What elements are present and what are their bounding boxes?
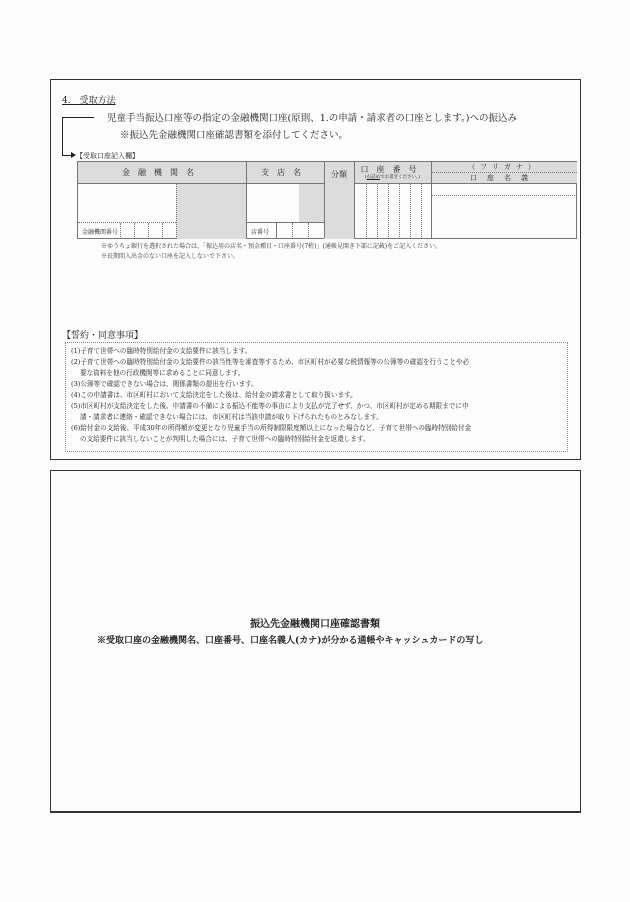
branch-code-digit-3[interactable] xyxy=(309,223,324,239)
table-label: 【受取口座記入欄】 xyxy=(76,152,139,160)
header-account-number xyxy=(354,162,431,184)
header-branch-name: 支店名 xyxy=(246,162,324,184)
furigana-input[interactable] xyxy=(432,184,577,195)
agreement-title: 【誓約・同意事項】 xyxy=(62,331,144,341)
transfer-option-text: 児童手当振込口座等の指定の金融機関口座(原則、1.の申請・請求者の口座とします。)への振込み xyxy=(107,113,517,124)
agreement-item-4: (4)この申請書は、市区町村において支給決定をした後は、給付金の請求書として取り扱います。 xyxy=(71,391,357,399)
agreement-item-1: (1)子育て世帯への臨時特別給付金の支給要件に該当します。 xyxy=(71,347,252,355)
header-furigana: （フリガナ） xyxy=(431,162,577,173)
attachment-title: 振込先金融機関口座確認書類 xyxy=(250,619,380,630)
bank-code-digit-2[interactable] xyxy=(135,223,148,239)
agreement-box xyxy=(65,342,568,452)
branch-code-digit-1[interactable] xyxy=(277,223,292,239)
right-align-note-emphasis: 右詰め xyxy=(366,175,381,180)
branch-code-row xyxy=(247,223,324,239)
attachment-description: ※受取口座の金融機関名、口座番号、口座名義人(カナ)が分かる通帳やキャッシュカードの写し xyxy=(97,636,484,646)
agreement-item-5: (5)市区町村が支給決定をした後、申請書の不備による振込不能等の事由により支払が完了せず、かつ、市区町村が定める期限までに申 請・請求者に連絡・確認できない場合には、市区町村は当該申請が取り下げられたものとみなします。 xyxy=(71,402,469,421)
header-account-holder: 口座名義 xyxy=(431,173,577,184)
bank-type-area xyxy=(176,184,246,239)
bank-code-row xyxy=(78,223,176,239)
attach-note: ※振込先金融機関口座確認書類を添付してください。 xyxy=(120,130,349,141)
header-account-number-label: 口座番号 xyxy=(360,165,425,174)
account-number-input[interactable] xyxy=(355,184,431,239)
branch-type-area xyxy=(299,184,324,222)
bank-code-digit-4[interactable] xyxy=(163,223,176,239)
bank-code-digit-1[interactable] xyxy=(121,223,134,239)
branch-code-label: 店番号 xyxy=(251,229,270,236)
agreement-item-2: (2)子育て世帯への臨時特別給付金の支給要件の該当性等を審査等するため、市区町村が必要な税情報等の公簿等の確認を行うことや必 要な資料を他の行政機関等に求めることに同意します。 xyxy=(71,358,470,377)
account-holder-input[interactable] xyxy=(432,196,577,239)
header-category: 分類 xyxy=(324,162,354,239)
dormant-account-note: ※長期間入出金のない口座を記入しないで下さい。 xyxy=(101,253,240,260)
bank-name-input[interactable] xyxy=(78,184,176,222)
bracket-connector-top xyxy=(76,117,94,118)
right-align-note-rest: でお書きください。 xyxy=(380,175,419,180)
section-title: 4. 受取方法 xyxy=(62,96,116,106)
right-align-note: (右詰めでお書きください。) xyxy=(364,175,421,180)
bracket-connector xyxy=(62,117,77,156)
account-entry-table xyxy=(77,161,577,239)
agreement-item-3: (3)公簿等で確認できない場合は、関係書類の提出を行います。 xyxy=(71,380,258,388)
header-bank-name: 金融機関名 xyxy=(78,162,246,184)
branch-code-digit-2[interactable] xyxy=(293,223,308,239)
bank-code-label: 金融機関番号 xyxy=(82,229,119,236)
yucho-note: ※ゆうちょ銀行を選択された場合は、「振込用の店名・預金種目・口座番号(7桁)」(通帳見開き下部に記載)をご記入ください。 xyxy=(101,243,442,250)
branch-name-input[interactable] xyxy=(247,184,299,222)
bank-code-digit-3[interactable] xyxy=(149,223,162,239)
agreement-item-6: (6)給付金の支給後、平成30年の所得額が変更となり児童手当の所得制限限度額以上になった場合など、子育て世帯への臨時特別給付金 の支給要件に該当しないことが判明した場合には、子育て世帯への臨時特別給付金を返還します。 xyxy=(71,424,472,443)
